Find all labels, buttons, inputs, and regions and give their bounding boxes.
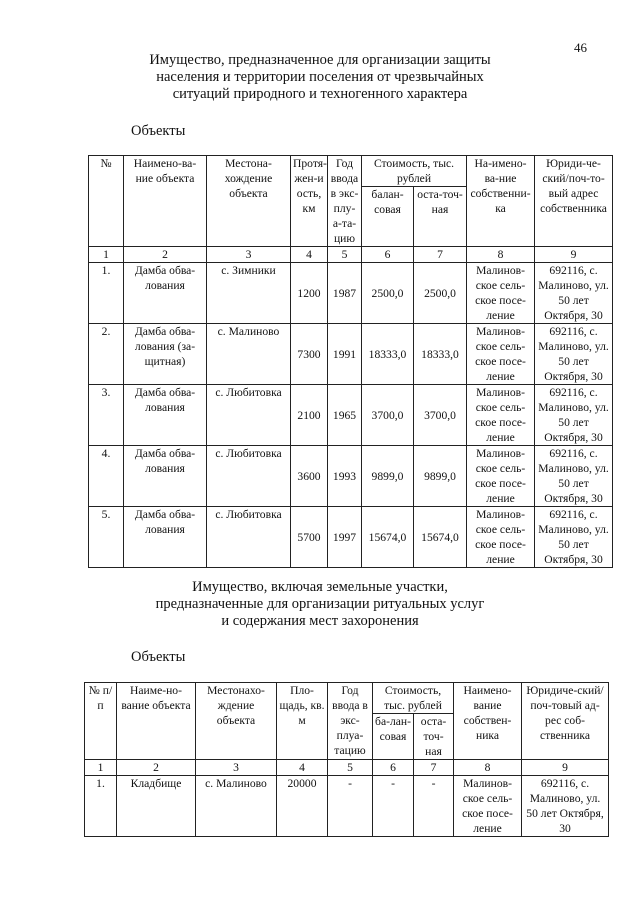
row-residual: 9899,0 — [414, 446, 467, 507]
row-owner: Малинов-ское сель-ское посе-ление — [467, 446, 535, 507]
col-number: 1 — [89, 247, 124, 263]
table-row — [85, 776, 609, 837]
row-year: 1993 — [328, 446, 362, 507]
header-owner-name: Наимено-вание собствен-ника — [454, 683, 522, 760]
row-residual: 15674,0 — [414, 507, 467, 568]
row-length: 3600 — [291, 446, 328, 507]
col-number: 2 — [117, 760, 196, 776]
col-number: 6 — [362, 247, 414, 263]
header-num: № — [89, 156, 124, 247]
row-balance: - — [373, 776, 414, 837]
section1-title-line: населения и территории поселения от чрезвычайных — [156, 69, 484, 85]
header-area: Пло-щадь, кв. м — [277, 683, 328, 760]
section2-table — [84, 682, 609, 837]
row-owner: Малинов-ское сель-ское посе-ление — [467, 507, 535, 568]
row-location: с. Малиново — [196, 776, 277, 837]
header-balance: балан-совая — [362, 187, 414, 247]
row-owner: Малинов-ское сель-ское посе-ление — [467, 324, 535, 385]
row-residual: 2500,0 — [414, 263, 467, 324]
page-number: 46 — [574, 40, 587, 55]
section2-title-line: Имущество, включая земельные участки, — [192, 579, 448, 595]
row-owner: Малинов-ское сель-ское посе-ление — [467, 263, 535, 324]
header-length: Протя-жен-и ость, км — [291, 156, 328, 247]
row-address: 692116, с. Малиново, ул. 50 лет Октября, 30 — [535, 385, 613, 446]
row-name: Дамба обва-лования — [124, 446, 207, 507]
row-owner: Малинов-ское сель-ское посе-ление — [467, 385, 535, 446]
column-number-row — [85, 760, 609, 776]
row-balance: 2500,0 — [362, 263, 414, 324]
row-residual: 3700,0 — [414, 385, 467, 446]
row-num: 2. — [89, 324, 124, 385]
row-name: Дамба обва-лования — [124, 263, 207, 324]
row-residual: 18333,0 — [414, 324, 467, 385]
col-number: 6 — [373, 760, 414, 776]
row-address: 692116, с. Малиново, ул. 50 лет Октября, 30 — [535, 263, 613, 324]
row-balance: 18333,0 — [362, 324, 414, 385]
col-number: 1 — [85, 760, 117, 776]
col-number: 8 — [467, 247, 535, 263]
row-length: 5700 — [291, 507, 328, 568]
col-number: 9 — [535, 247, 613, 263]
row-location: с. Малиново — [207, 324, 291, 385]
col-number: 5 — [328, 760, 373, 776]
col-number: 3 — [207, 247, 291, 263]
row-balance: 15674,0 — [362, 507, 414, 568]
row-address: 692116, с. Малиново, ул. 50 лет Октября, 30 — [535, 324, 613, 385]
row-address: 692116, с. Малиново, ул. 50 лет Октября, 30 — [522, 776, 609, 837]
row-year: 1987 — [328, 263, 362, 324]
section1-objects-label: Объекты — [131, 123, 186, 139]
row-name: Кладбище — [117, 776, 196, 837]
header-residual: оста-точ-ная — [414, 714, 454, 760]
header-year: Год ввода в экс-плу-а-та-цию — [328, 156, 362, 247]
header-name: Наиме-но-вание объекта — [117, 683, 196, 760]
header-owner-name: На-имено-ва-ние собственни-ка — [467, 156, 535, 247]
row-area: 20000 — [277, 776, 328, 837]
header-num: № п/п — [85, 683, 117, 760]
row-length: 7300 — [291, 324, 328, 385]
header-owner-address: Юриди-че-ский/поч-то-вый адрес собственника — [535, 156, 613, 247]
row-location: с. Любитовка — [207, 446, 291, 507]
row-address: 692116, с. Малиново, ул. 50 лет Октября, 30 — [535, 507, 613, 568]
col-number: 7 — [414, 247, 467, 263]
row-location: с. Любитовка — [207, 385, 291, 446]
header-residual: оста-точ-ная — [414, 187, 467, 247]
table-row — [89, 324, 613, 385]
header-location: Местона-хождение объекта — [207, 156, 291, 247]
header-balance: ба-лан-совая — [373, 714, 414, 760]
header-cost-group: Стоимость, тыс. рублей — [373, 683, 454, 714]
section1-title — [0, 52, 640, 103]
row-residual: - — [414, 776, 454, 837]
col-number: 5 — [328, 247, 362, 263]
col-number: 7 — [414, 760, 454, 776]
col-number: 2 — [124, 247, 207, 263]
row-length: 1200 — [291, 263, 328, 324]
row-name: Дамба обва-лования — [124, 507, 207, 568]
table-row — [89, 446, 613, 507]
row-year: - — [328, 776, 373, 837]
header-cost-group: Стоимость, тыс. рублей — [362, 156, 467, 187]
table-header-row — [85, 683, 609, 714]
section1-table — [88, 155, 613, 568]
col-number: 3 — [196, 760, 277, 776]
table-row — [89, 507, 613, 568]
row-balance: 9899,0 — [362, 446, 414, 507]
section2-objects-label: Объекты — [131, 649, 186, 665]
table-row — [89, 263, 613, 324]
col-number: 4 — [291, 247, 328, 263]
row-year: 1991 — [328, 324, 362, 385]
row-name: Дамба обва-лования (за-щитная) — [124, 324, 207, 385]
row-num: 1. — [85, 776, 117, 837]
header-location: Местонахо-ждение объекта — [196, 683, 277, 760]
row-year: 1997 — [328, 507, 362, 568]
row-length: 2100 — [291, 385, 328, 446]
section2-title-line: и содержания мест захоронения — [221, 613, 419, 629]
header-name: Наимено-ва-ние объекта — [124, 156, 207, 247]
table-header-row — [89, 156, 613, 187]
row-location: с. Зимники — [207, 263, 291, 324]
section1-title-line: Имущество, предназначенное для организации защиты — [149, 52, 491, 68]
row-balance: 3700,0 — [362, 385, 414, 446]
row-owner: Малинов-ское сель-ское посе-ление — [454, 776, 522, 837]
row-location: с. Любитовка — [207, 507, 291, 568]
row-year: 1965 — [328, 385, 362, 446]
header-year: Год ввода в экс-плуа-тацию — [328, 683, 373, 760]
section2-title — [0, 579, 640, 630]
section2-title-line: предназначенные для организации ритуальных услуг — [155, 596, 485, 612]
col-number: 8 — [454, 760, 522, 776]
header-owner-address: Юридиче-ский/поч-товый ад-рес соб-ственника — [522, 683, 609, 760]
row-num: 5. — [89, 507, 124, 568]
row-address: 692116, с. Малиново, ул. 50 лет Октября, 30 — [535, 446, 613, 507]
row-num: 4. — [89, 446, 124, 507]
row-num: 3. — [89, 385, 124, 446]
col-number: 9 — [522, 760, 609, 776]
row-name: Дамба обва-лования — [124, 385, 207, 446]
row-num: 1. — [89, 263, 124, 324]
table-row — [89, 385, 613, 446]
column-number-row — [89, 247, 613, 263]
section1-title-line: ситуаций природного и техногенного характера — [172, 86, 468, 102]
col-number: 4 — [277, 760, 328, 776]
